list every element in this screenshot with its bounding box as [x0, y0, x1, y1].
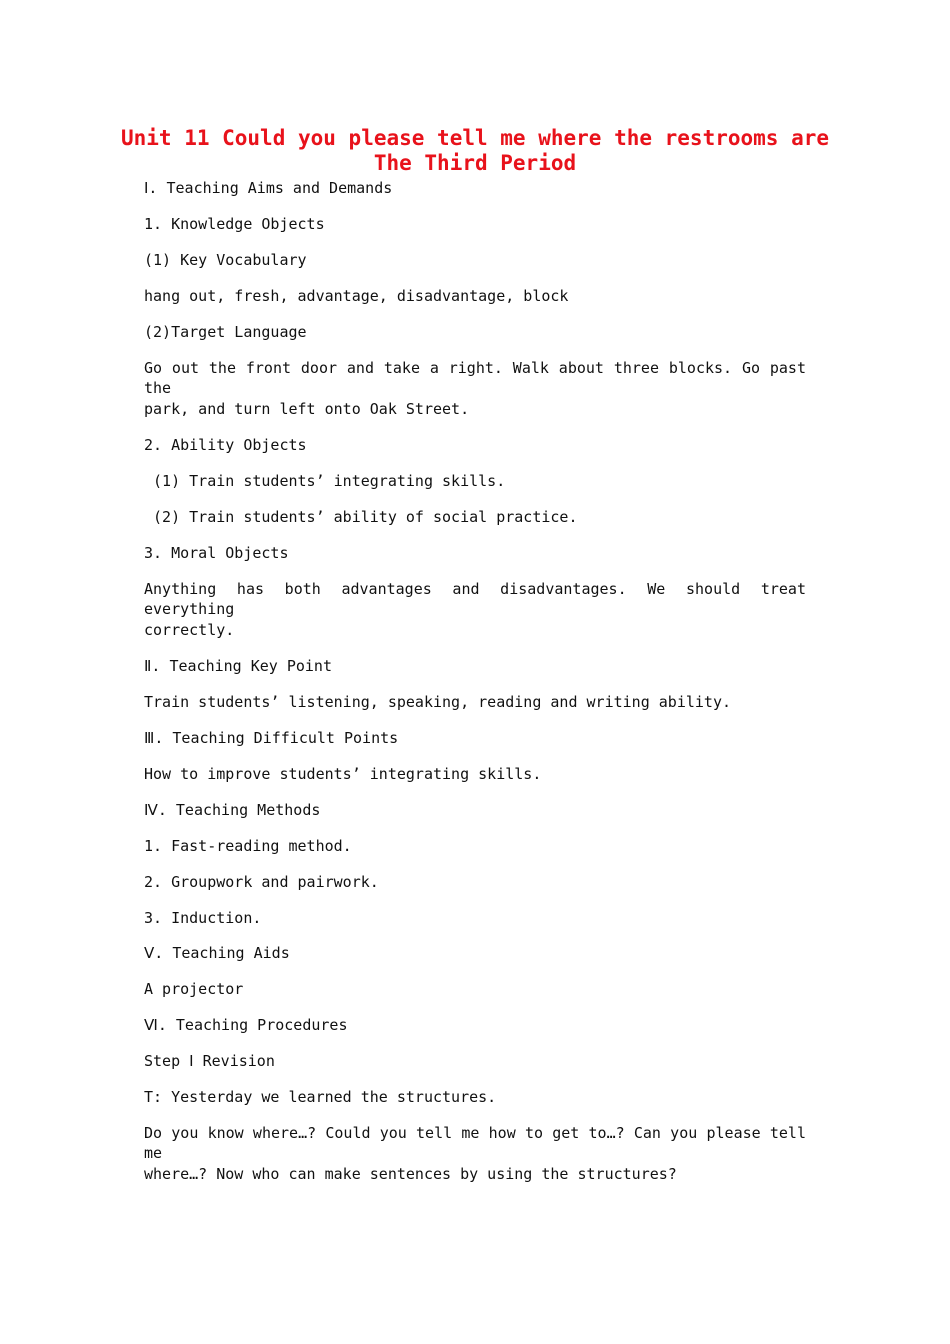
vocabulary-list: hang out, fresh, advantage, disadvantage, block: [144, 287, 569, 305]
document-title: Unit 11 Could you please tell me where the restrooms are: [120, 126, 829, 150]
method-item: 2. Groupwork and pairwork.: [144, 873, 379, 891]
ability-item: (2) Train students’ ability of social practice.: [144, 508, 578, 526]
procedure-text: T: Yesterday we learned the structures.: [144, 1088, 497, 1106]
section-heading-teaching-aims: Ⅰ. Teaching Aims and Demands: [144, 179, 393, 197]
section-heading-teaching-aids: Ⅴ. Teaching Aids: [144, 944, 290, 962]
section-heading-key-point: Ⅱ. Teaching Key Point: [144, 657, 332, 675]
subheading-target-language: (2)Target Language: [144, 323, 307, 341]
subheading-moral-objects: 3. Moral Objects: [144, 544, 289, 562]
method-item: 1. Fast-reading method.: [144, 837, 352, 855]
teaching-aids-text: A projector: [144, 980, 244, 998]
method-item: 3. Induction.: [144, 909, 262, 927]
moral-objects-text-cont: correctly.: [144, 621, 235, 639]
section-heading-teaching-methods: Ⅳ. Teaching Methods: [144, 801, 321, 819]
subheading-ability-objects: 2. Ability Objects: [144, 436, 307, 454]
section-heading-difficult-points: Ⅲ. Teaching Difficult Points: [144, 729, 399, 747]
procedure-text: Do you know where…? Could you tell me how to get to…? Can you please tell me: [144, 1124, 806, 1162]
target-language-text: Go out the front door and take a right. Walk about three blocks. Go past the: [144, 359, 806, 397]
ability-item: (1) Train students’ integrating skills.: [144, 472, 506, 490]
difficult-points-text: How to improve students’ integrating skills.: [144, 765, 542, 783]
section-heading-teaching-procedures: Ⅵ. Teaching Procedures: [144, 1016, 348, 1034]
subheading-key-vocabulary: (1) Key Vocabulary: [144, 251, 307, 269]
subheading-knowledge-objects: 1. Knowledge Objects: [144, 215, 325, 233]
procedure-text-cont: where…? Now who can make sentences by using the structures?: [144, 1165, 677, 1183]
moral-objects-text: Anything has both advantages and disadvantages. We should treat everything: [144, 580, 806, 618]
step-heading: Step Ⅰ Revision: [144, 1052, 275, 1070]
target-language-text-cont: park, and turn left onto Oak Street.: [144, 400, 470, 418]
key-point-text: Train students’ listening, speaking, reading and writing ability.: [144, 693, 731, 711]
document-subtitle: The Third Period: [373, 151, 577, 175]
